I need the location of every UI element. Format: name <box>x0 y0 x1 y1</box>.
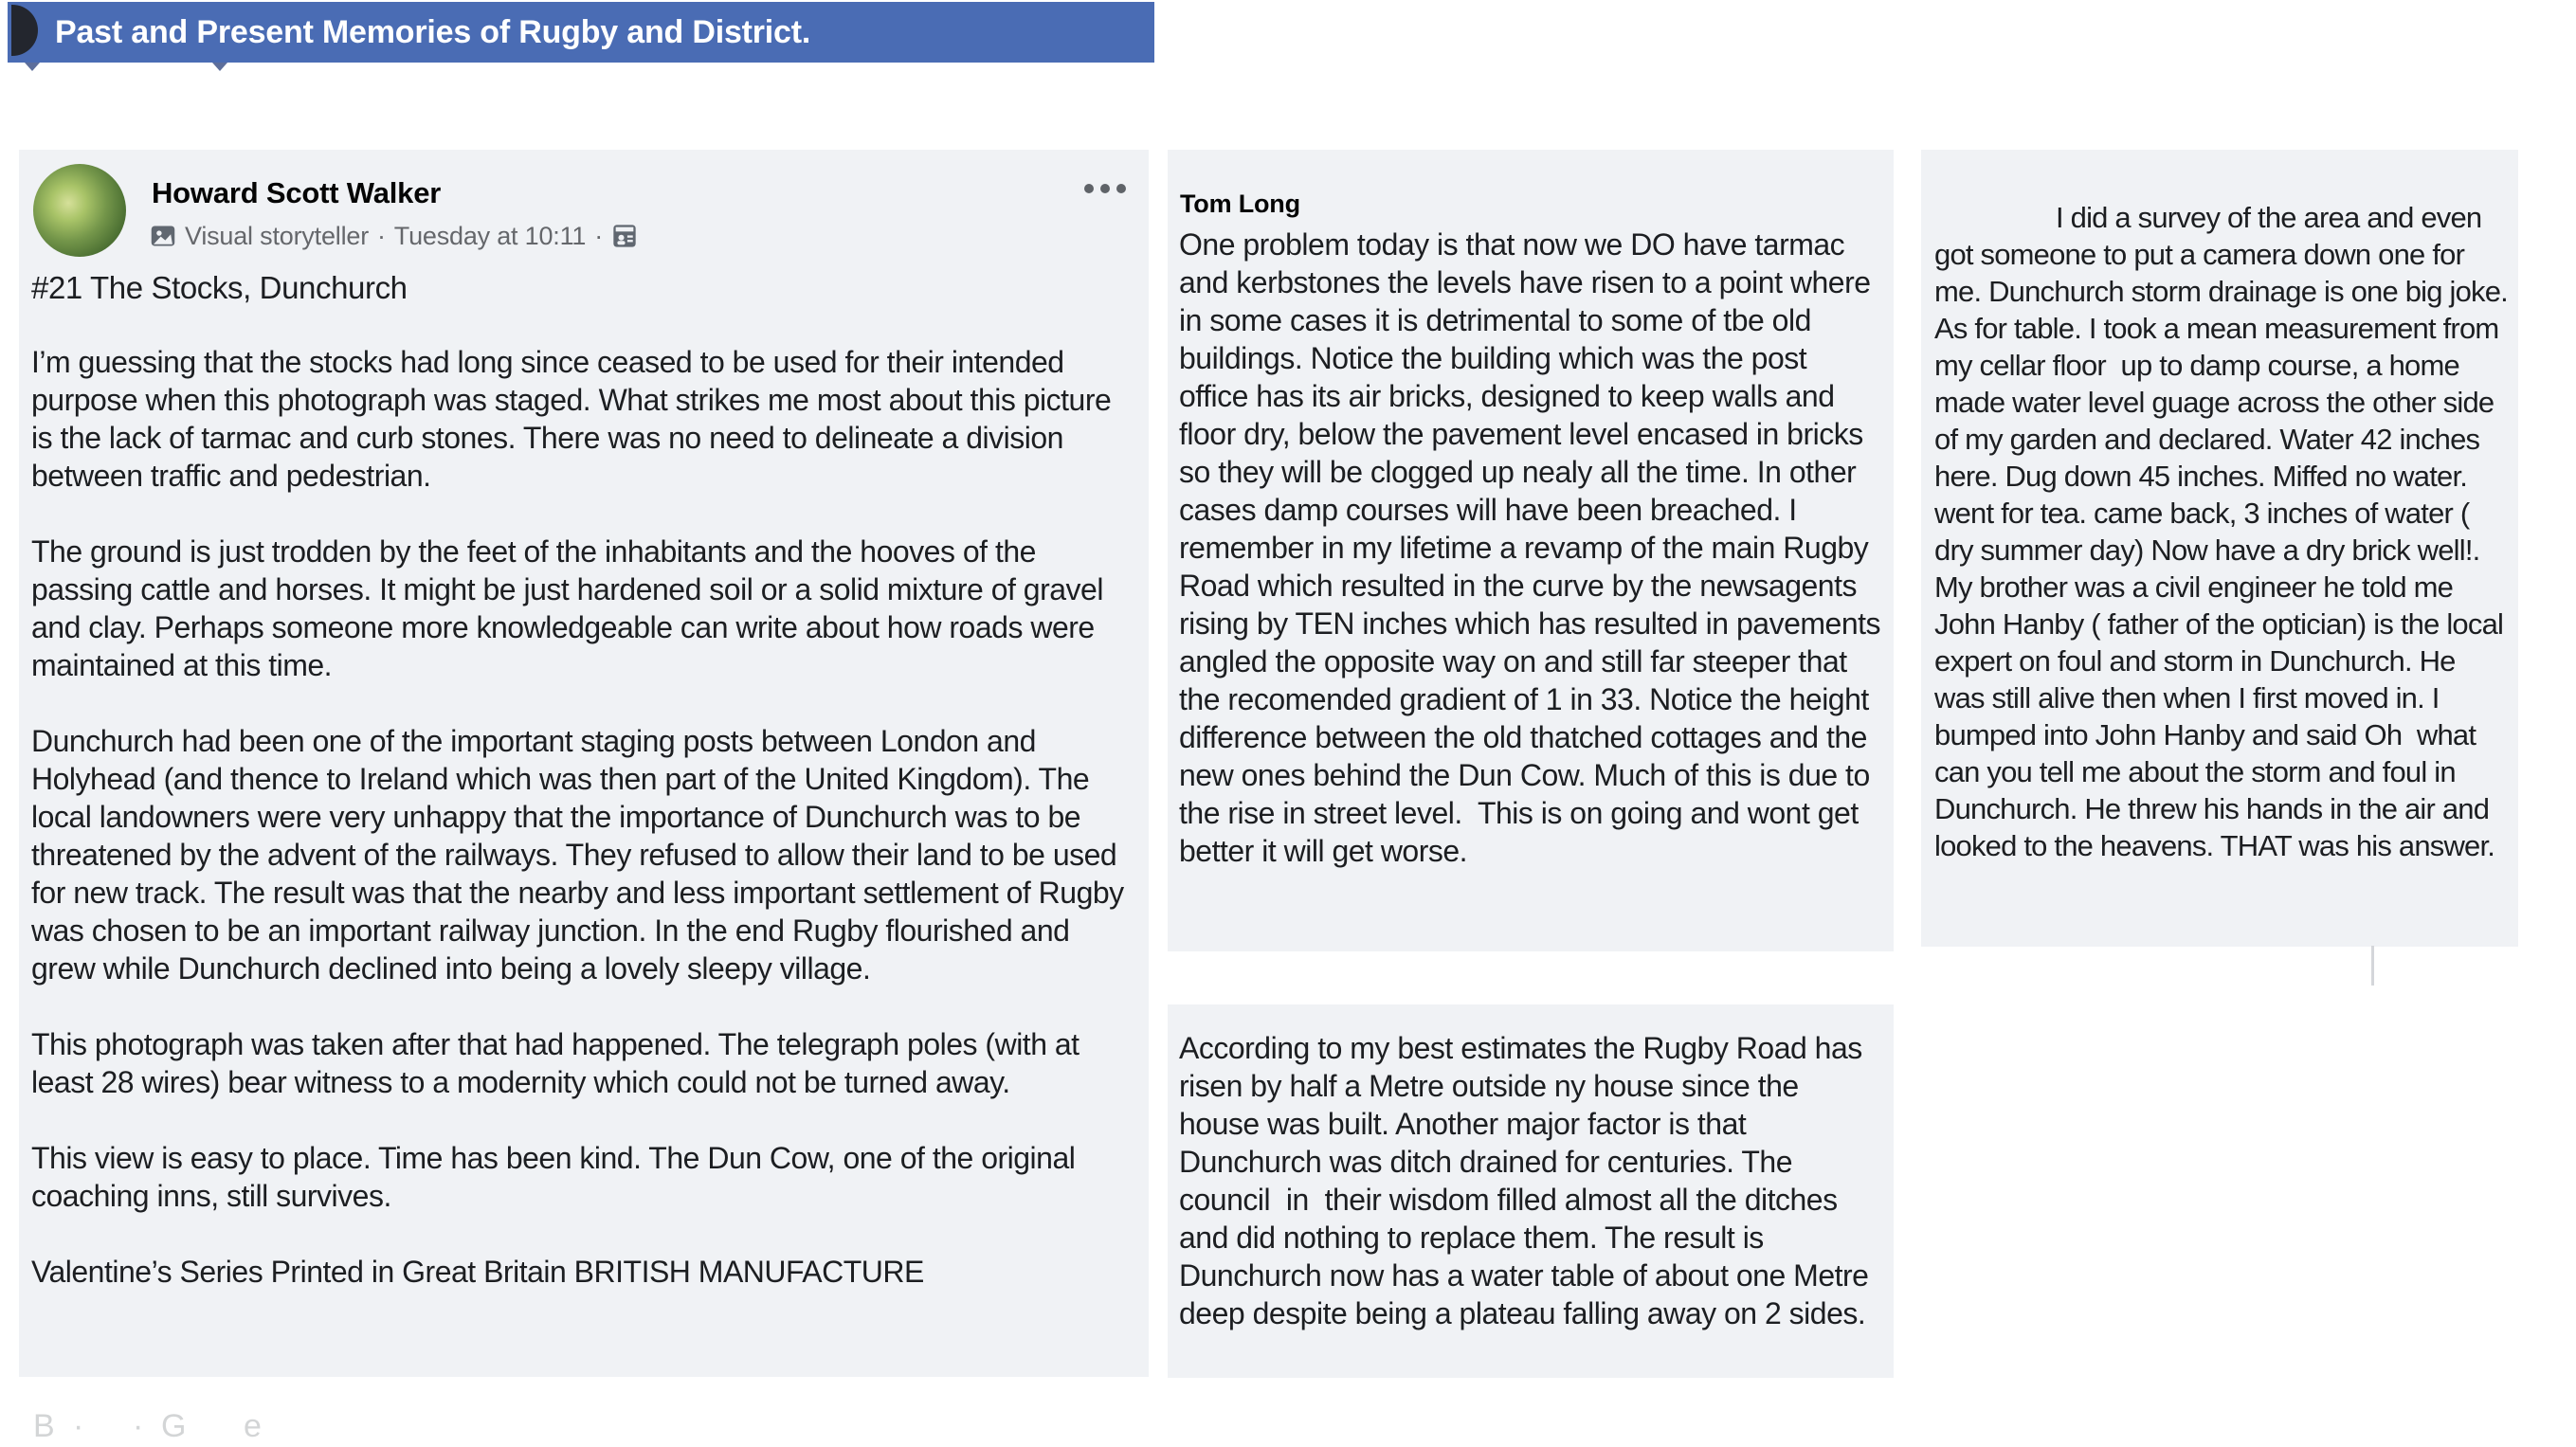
post-paragraph: Valentine’s Series Printed in Great Britain BRITISH MANUFACTURE <box>31 1255 924 1289</box>
comment-box-survey <box>1921 150 2518 947</box>
screenshot-edge-artifact <box>2371 946 2374 986</box>
comment-text: According to my best estimates the Rugby Road has risen by half a Metre outside ny house since the house was built. Another major factor is that Dunchurch was ditch drained for centuries. The council in their wisdom filled almost all the ditches and did nothing to replace them. The result is Dunchurch now has a water table of about one Metre deep despite being a plateau falling away on 2 sides. <box>1179 1031 1877 1330</box>
post-author-name[interactable]: Howard Scott Walker <box>152 176 442 209</box>
author-badge: Visual storyteller <box>185 221 369 250</box>
ellipsis-icon <box>1116 184 1126 193</box>
comment-box-tom-long <box>1168 150 1894 951</box>
post-title: #21 The Stocks, Dunchurch <box>31 270 408 305</box>
cropped-text-artifact <box>33 1408 317 1447</box>
post-paragraph: The ground is just trodden by the feet of the inhabitants and the hooves of the passing cattle and horses. It might be just hardened soil or a solid mixture of gravel and clay. Perhaps someone more knowledgeable can write about how roads were maintained at this time. <box>31 534 1112 682</box>
bar-notch-artifact <box>25 63 40 71</box>
post-card <box>19 150 1149 1377</box>
feed-icon <box>611 223 638 249</box>
ellipsis-icon <box>1100 184 1110 193</box>
post-menu-button[interactable] <box>1079 178 1132 199</box>
bar-notch-artifact <box>212 63 227 71</box>
cropped-glyph: · <box>73 1408 84 1444</box>
group-header-bar <box>8 2 1154 63</box>
cropped-glyph: e <box>244 1408 262 1444</box>
cropped-glyph: G <box>161 1408 187 1444</box>
cropped-glyph: · <box>133 1408 144 1444</box>
post-body <box>31 343 1133 1329</box>
ellipsis-icon <box>1084 184 1094 193</box>
comment-text: One problem today is that now we DO have tarmac and kerbstones the levels have risen to a point where in some cases it is detrimental to some of tbe old buildings. Notice the building which was the post office has its air bricks, designed to keep walls and floor dry, below the pavement level encased in bricks so they will be clogged up nealy all the time. In other cases damp courses will have been breached. I remember in my lifetime a revamp of the main Rugby Road which resulted in the curve by the newsagents rising by TEN inches which has resulted in pavements angled the opposite way on and still far steeper that the recomended gradient of 1 in 33. Notice the height difference between the old thatched cottages and the new ones behind the Dun Cow. Much of this is due to the rise in street level. This is on going and wont get better it will get worse. <box>1179 227 1889 868</box>
meta-dot: · <box>594 221 604 250</box>
post-timestamp[interactable]: Tuesday at 10:11 <box>393 221 587 250</box>
cropped-glyph: B <box>33 1408 55 1444</box>
post-paragraph: I’m guessing that the stocks had long since ceased to be used for their intended purpose when this photograph was staged. What strikes me most about this picture is the lack of tarmac and curb stones. There was no need to delineate a division between traffic and pedestrian. <box>31 345 1119 493</box>
photo-badge-icon <box>150 223 176 249</box>
avatar[interactable] <box>33 164 126 257</box>
comment-text: I did a survey of the area and even got someone to put a camera down one for me. Dunchurch storm drainage is one big joke. As for table. I took a mean measurement from my cellar floor up to damp course, a home made water level guage across the other side of my garden and declared. Water 42 inches here. Dug down 45 inches. Miffed no water. went for tea. came back, 3 inches of water ( dry summer day) Now have a dry brick well!. My brother was a civil engineer he told me John Hanby ( father of the optician) is the local expert on foul and storm in Dunchurch. He was still alive then when I first moved in. I bumped into John Hanby and said Oh what can you tell me about the storm and foul in Dunchurch. He threw his hands in the air and looked to the heavens. THAT was his answer. <box>1934 201 2514 862</box>
post-paragraph: Dunchurch had been one of the important staging posts between London and Holyhead (and thence to Ireland which was then part of the United Kingdom). The local landowners were very unhappy that the importance of Dunchurch was to be threatened by the advent of the railways. They refused to allow their land to be used for new track. The result was that the nearby and less important settlement of Rugby was chosen to be an important railway junction. In the end Rugby flourished and grew while Dunchurch declined into being a lovely sleepy village. <box>31 724 1133 986</box>
meta-dot: · <box>376 221 386 250</box>
post-meta-row <box>150 220 638 252</box>
post-paragraph: This view is easy to place. Time has been kind. The Dun Cow, one of the original coaching inns, still survives. <box>31 1141 1083 1213</box>
comment-author-name[interactable]: Tom Long <box>1180 190 1300 218</box>
group-title[interactable]: Past and Present Memories of Rugby and District. <box>55 13 811 50</box>
post-paragraph: This photograph was taken after that had happened. The telegraph poles (with at least 28 wires) bear witness to a modernity which could not be turned away. <box>31 1027 1087 1099</box>
comment-box-estimates <box>1168 1004 1894 1378</box>
